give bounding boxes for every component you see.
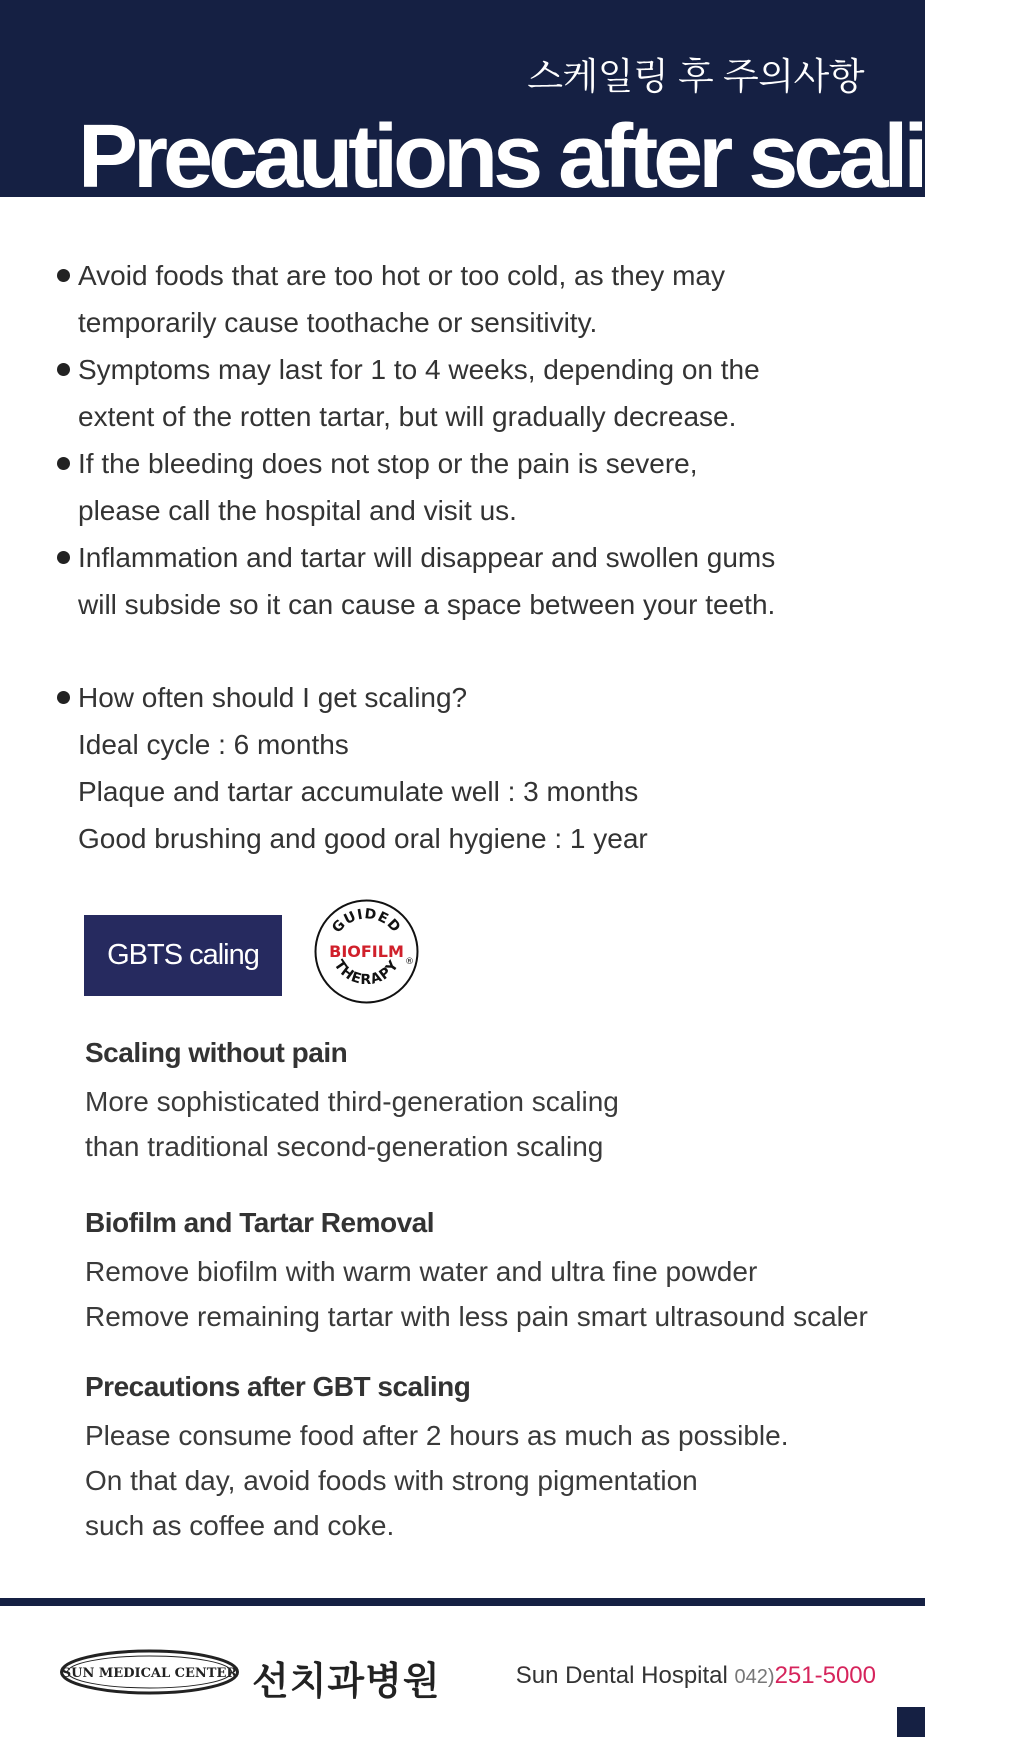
section-line: On that day, avoid foods with strong pigmentation xyxy=(85,1465,698,1496)
hospital-name: Sun Dental Hospital xyxy=(515,1662,728,1689)
footer xyxy=(0,1606,925,1737)
frequency-line: Good brushing and good oral hygiene : 1 year xyxy=(78,823,648,854)
hospital-korean-name: 선치과병원 xyxy=(252,1659,441,1703)
badge-top-text: GUIDED xyxy=(329,906,404,937)
section-line: Remove biofilm with warm water and ultra fine powder xyxy=(85,1256,758,1287)
section-line: than traditional second-generation scaling xyxy=(85,1131,604,1162)
list-item-line: Symptoms may last for 1 to 4 weeks, depending on the xyxy=(78,354,760,385)
section-heading: Precautions after GBT scaling xyxy=(85,1371,471,1402)
phone-area-code: 042) xyxy=(734,1666,775,1688)
list-item xyxy=(54,534,884,628)
hospital-contact xyxy=(516,1662,876,1690)
section-scaling-without-pain xyxy=(85,1035,905,1169)
section-line: Please consume food after 2 hours as much as possible. xyxy=(85,1420,789,1451)
list-item-line: temporarily cause toothache or sensitivity. xyxy=(78,307,598,338)
section-line: More sophisticated third-generation scaling xyxy=(85,1086,619,1117)
frequency-question: How often should I get scaling? xyxy=(78,682,468,713)
page-title: Precautions after scaling xyxy=(78,107,1023,207)
header-subtitle-korean: 스케일링 후 주의사항 xyxy=(527,56,864,97)
bullet-dot-icon xyxy=(57,269,70,282)
list-item xyxy=(54,252,884,346)
frequency-item xyxy=(54,674,884,862)
list-item xyxy=(54,346,884,440)
list-item xyxy=(54,440,884,534)
section-heading: Scaling without pain xyxy=(85,1037,348,1068)
badge-middle-text: BIOFILM xyxy=(329,942,404,961)
badge-bottom-text: THERAPY xyxy=(330,957,403,989)
list-item-line: will subside so it can cause a space between your teeth. xyxy=(78,589,776,620)
biofilm-therapy-badge-icon xyxy=(313,898,420,1005)
bullet-dot-icon xyxy=(57,691,70,704)
list-item-line: Inflammation and tartar will disappear and swollen gums xyxy=(78,542,776,573)
footer-divider xyxy=(0,1598,925,1606)
badge-registered-mark: ® xyxy=(405,957,414,967)
section-biofilm-tartar-removal xyxy=(85,1205,905,1339)
section-precautions-gbt xyxy=(85,1369,905,1548)
precautions-list xyxy=(54,252,884,862)
phone-number: 251-5000 xyxy=(774,1662,876,1689)
bullet-dot-icon xyxy=(57,457,70,470)
logo-text: SUN MEDICAL CENTER xyxy=(61,1666,238,1681)
section-heading: Biofilm and Tartar Removal xyxy=(85,1207,435,1238)
list-item-line: Avoid foods that are too hot or too cold, as they may xyxy=(78,260,725,291)
gbts-label-box: GBTS caling xyxy=(84,915,282,996)
bullet-dot-icon xyxy=(57,551,70,564)
header-banner xyxy=(0,0,1023,207)
frequency-line: Plaque and tartar accumulate well : 3 months xyxy=(78,776,639,807)
section-line: such as coffee and coke. xyxy=(85,1510,395,1541)
list-item-line: extent of the rotten tartar, but will gradually decrease. xyxy=(78,401,737,432)
list-item-line: If the bleeding does not stop or the pain is severe, xyxy=(78,448,698,479)
list-item-line: please call the hospital and visit us. xyxy=(78,495,517,526)
sun-medical-center-logo-icon xyxy=(59,1648,240,1696)
section-line: Remove remaining tartar with less pain smart ultrasound scaler xyxy=(85,1301,868,1332)
frequency-line: Ideal cycle : 6 months xyxy=(78,729,349,760)
corner-decoration xyxy=(897,1707,925,1737)
bullet-dot-icon xyxy=(57,363,70,376)
